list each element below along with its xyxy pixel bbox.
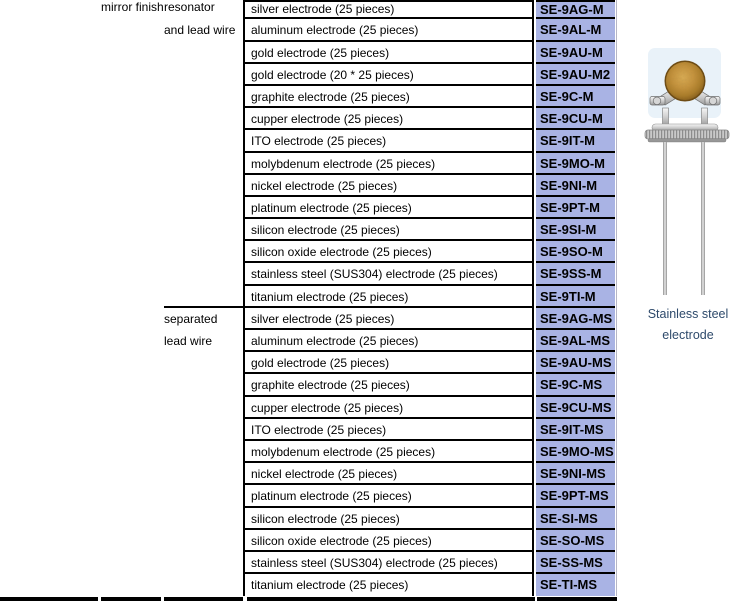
section-label-left: [101, 308, 161, 330]
model-number-cell: SE-SI-MS: [536, 508, 615, 530]
electrode-description-cell: molybdenum electrode (25 pieces): [243, 153, 534, 175]
section-label-left: [101, 42, 161, 64]
spacer-cell: [0, 219, 98, 241]
section-label-left: [101, 286, 161, 308]
table-row: [0, 0, 620, 19]
table-row: [0, 485, 620, 507]
electrode-description-cell: stainless steel (SUS304) electrode (25 pieces): [243, 552, 534, 574]
spacer-cell: [0, 508, 98, 530]
electrode-description-cell: molybdenum electrode (25 pieces): [243, 441, 534, 463]
model-number-cell: SE-TI-MS: [536, 574, 615, 596]
section-label-left: [101, 86, 161, 108]
section-label-right: [164, 197, 243, 219]
table-row: [0, 374, 620, 396]
model-number-cell: SE-9NI-M: [536, 175, 615, 197]
spacer-cell: [0, 64, 98, 86]
section-label-right: [164, 130, 243, 152]
section-label-left: [101, 530, 161, 552]
section-label-left: [101, 241, 161, 263]
model-number-cell: SE-9AU-MS: [536, 352, 615, 374]
electrode-description-cell: nickel electrode (25 pieces): [243, 175, 534, 197]
section-label-right: [164, 108, 243, 130]
section-label-left: [101, 108, 161, 130]
electrode-description-cell: gold electrode (20 * 25 pieces): [243, 64, 534, 86]
section-label-left: mirror finish: [101, 0, 164, 14]
spacer-cell: [0, 197, 98, 219]
electrode-description-cell: aluminum electrode (25 pieces): [243, 330, 534, 352]
bottom-border-segment: [537, 597, 617, 601]
table-row: [0, 308, 620, 330]
table-row: [0, 64, 620, 86]
electrode-description-cell: graphite electrode (25 pieces): [243, 86, 534, 108]
resonator-photo-illustration: [640, 38, 735, 298]
section-label-right: [164, 286, 243, 308]
section-label-left: [101, 153, 161, 175]
bottom-border-segment: [164, 597, 243, 601]
electrode-description-cell: gold electrode (25 pieces): [243, 42, 534, 64]
section-label-right: [164, 463, 243, 485]
electrode-description-cell: silicon oxide electrode (25 pieces): [243, 241, 534, 263]
spacer-cell: [0, 0, 98, 19]
section-label-right: and lead wire: [164, 23, 236, 38]
table-row: [0, 419, 620, 441]
model-number-cell: SE-9AG-M: [536, 0, 615, 19]
spacer-cell: [0, 330, 98, 352]
section-label-left: [101, 441, 161, 463]
section-label-right: [164, 153, 243, 175]
table-bottom-border: [0, 597, 617, 601]
model-number-cell: SE-9SO-M: [536, 241, 615, 263]
electrode-description-cell: platinum electrode (25 pieces): [243, 485, 534, 507]
section-label-right: [164, 241, 243, 263]
table-row: [0, 330, 620, 352]
section-label-left: [101, 574, 161, 596]
electrode-description-cell: silicon electrode (25 pieces): [243, 508, 534, 530]
spacer-cell: [0, 86, 98, 108]
model-number-cell: SE-9NI-MS: [536, 463, 615, 485]
section-label-right: [164, 374, 243, 396]
table-row: [0, 441, 620, 463]
table-row: [0, 286, 620, 308]
model-number-cell: SE-9PT-MS: [536, 485, 615, 507]
electrode-description-cell: cupper electrode (25 pieces): [243, 397, 534, 419]
electrode-description-cell: graphite electrode (25 pieces): [243, 374, 534, 396]
electrode-description-cell: silver electrode (25 pieces): [243, 308, 534, 330]
metal-base: [645, 124, 729, 142]
photo-caption-line2: electrode: [662, 328, 714, 342]
spacer-cell: [0, 241, 98, 263]
section-label-left: [101, 463, 161, 485]
section-label-left: [101, 419, 161, 441]
lead-wires: [663, 142, 705, 295]
model-number-cell: SE-SO-MS: [536, 530, 615, 552]
electrode-description-cell: titanium electrode (25 pieces): [243, 286, 534, 308]
table-row: [0, 263, 620, 285]
model-number-cell: SE-9IT-MS: [536, 419, 615, 441]
bottom-border-segment: [247, 597, 535, 601]
spacer-cell: [0, 397, 98, 419]
model-number-cell: SE-9C-M: [536, 86, 615, 108]
spacer-cell: [0, 374, 98, 396]
electrode-description-cell: nickel electrode (25 pieces): [243, 463, 534, 485]
electrode-description-cell: titanium electrode (25 pieces): [243, 574, 534, 596]
table-row: [0, 530, 620, 552]
model-number-cell: SE-9AU-M2: [536, 64, 615, 86]
electrode-description-cell: ITO electrode (25 pieces): [243, 419, 534, 441]
model-number-cell: SE-9TI-M: [536, 286, 615, 308]
section-label-left: [101, 352, 161, 374]
table-row: [0, 197, 620, 219]
electrode-description-cell: platinum electrode (25 pieces): [243, 197, 534, 219]
photo-caption: [638, 304, 738, 346]
section-label-right: [164, 397, 243, 419]
spacer-cell: [0, 485, 98, 507]
section-label-left: [101, 374, 161, 396]
table-row: [0, 352, 620, 374]
table-row: [0, 219, 620, 241]
model-number-cell: SE-9SS-M: [536, 263, 615, 285]
table-row: [0, 574, 620, 596]
model-number-cell: SE-9AL-M: [536, 19, 615, 41]
section-label-right: [164, 574, 243, 596]
model-number-cell: SE-9CU-MS: [536, 397, 615, 419]
model-number-cell: SE-9PT-M: [536, 197, 615, 219]
table-row: [0, 552, 620, 574]
section-label-right: [164, 86, 243, 108]
table-row: [0, 463, 620, 485]
model-number-cell: SE-9AG-MS: [536, 308, 615, 330]
section-label-right: separated: [164, 311, 218, 326]
section-label-left: [101, 219, 161, 241]
spacer-cell: [0, 308, 98, 330]
product-photo: [640, 38, 735, 298]
section-label-left: [101, 64, 161, 86]
electrode-description-cell: aluminum electrode (25 pieces): [243, 19, 534, 41]
section-label-right: [164, 42, 243, 64]
electrode-description-cell: silver electrode (25 pieces): [243, 0, 534, 19]
spacer-cell: [0, 286, 98, 308]
section-label-right: resonator: [164, 0, 215, 14]
section-label-right: lead wire: [164, 334, 213, 349]
section-label-right: [164, 219, 243, 241]
model-number-cell: SE-9AL-MS: [536, 330, 615, 352]
model-number-cell: SE-9CU-M: [536, 108, 615, 130]
spacer-cell: [0, 552, 98, 574]
section-label-left: [101, 175, 161, 197]
electrode-description-cell: cupper electrode (25 pieces): [243, 108, 534, 130]
table-row: [0, 508, 620, 530]
section-label-right: [164, 508, 243, 530]
model-number-cell: SE-9AU-M: [536, 42, 615, 64]
table-row: [0, 397, 620, 419]
spacer-cell: [0, 419, 98, 441]
electrode-description-cell: ITO electrode (25 pieces): [243, 130, 534, 152]
section-label-left: [101, 19, 161, 41]
spacer-cell: [0, 108, 98, 130]
table-row: [0, 19, 620, 41]
section-label-left: [101, 508, 161, 530]
section-label-left: [101, 552, 161, 574]
section-label-left: [101, 485, 161, 507]
section-label-right: [164, 175, 243, 197]
section-label-left: [101, 130, 161, 152]
electrode-description-cell: stainless steel (SUS304) electrode (25 pieces): [243, 263, 534, 285]
table-row: [0, 175, 620, 197]
photo-caption-line1: Stainless steel: [647, 307, 729, 321]
section-label-right: [164, 352, 243, 374]
table-row: [0, 42, 620, 64]
model-number-cell: SE-SS-MS: [536, 552, 615, 574]
bottom-border-segment: [101, 597, 161, 601]
table-row: [0, 241, 620, 263]
section-label-right: [164, 530, 243, 552]
electrode-description-cell: gold electrode (25 pieces): [243, 352, 534, 374]
spacer-cell: [0, 352, 98, 374]
section-label-right: [164, 64, 243, 86]
spacer-cell: [0, 42, 98, 64]
model-number-cell: SE-9IT-M: [536, 130, 615, 152]
model-number-cell: SE-9MO-MS: [536, 441, 615, 463]
section-label-left: [101, 397, 161, 419]
section-label-right: [164, 263, 243, 285]
spacer-cell: [0, 463, 98, 485]
section-label-right: [164, 485, 243, 507]
model-number-cell: SE-9C-MS: [536, 374, 615, 396]
section-label-left: [101, 197, 161, 219]
spacer-cell: [0, 153, 98, 175]
table-row: [0, 86, 620, 108]
spacer-cell: [0, 574, 98, 596]
section-label-left: [101, 263, 161, 285]
spacer-cell: [0, 441, 98, 463]
table-row: [0, 130, 620, 152]
bottom-border-segment: [0, 597, 98, 601]
spacer-cell: [0, 130, 98, 152]
table-row: [0, 108, 620, 130]
spacer-cell: [0, 530, 98, 552]
section-label-right: [164, 419, 243, 441]
model-number-cell: SE-9SI-M: [536, 219, 615, 241]
section-label-right: [164, 441, 243, 463]
table-row: [0, 153, 620, 175]
section-label-left: [101, 330, 161, 352]
section-label-right: [164, 552, 243, 574]
spacer-cell: [0, 263, 98, 285]
spacer-cell: [0, 19, 98, 41]
spacer-cell: [0, 175, 98, 197]
electrode-description-cell: silicon oxide electrode (25 pieces): [243, 530, 534, 552]
electrode-description-cell: silicon electrode (25 pieces): [243, 219, 534, 241]
model-number-cell: SE-9MO-M: [536, 153, 615, 175]
